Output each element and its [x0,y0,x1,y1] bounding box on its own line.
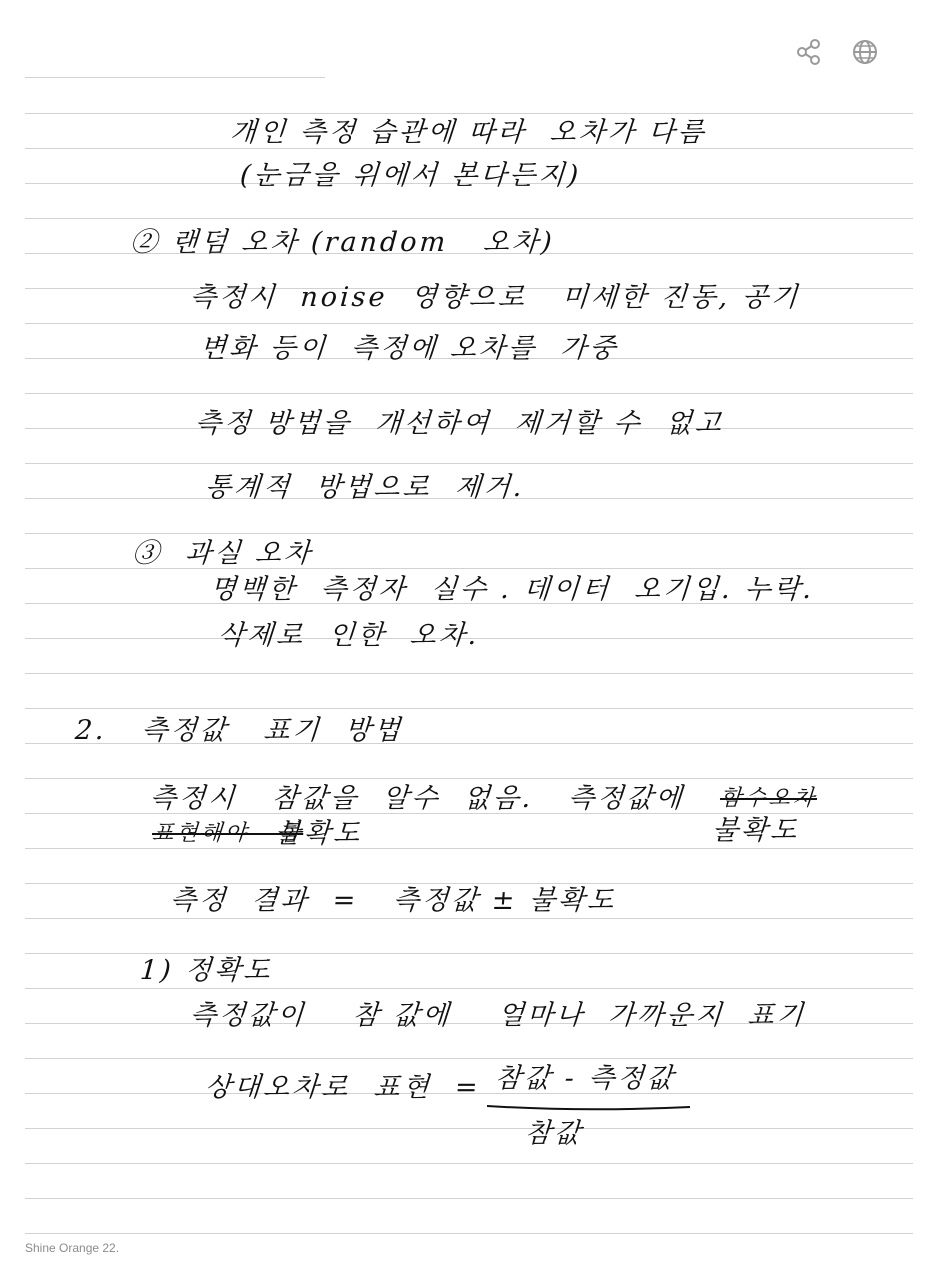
note-line: 불확도 [273,818,364,849]
page-rule [25,778,913,779]
page-rule [25,1233,913,1234]
struck-text: 표현해야 함 [151,821,305,846]
notebook-brand: Shine Orange 22. [25,1241,120,1255]
fraction-numerator: 참값 - 측정값 [493,1063,677,1094]
toolbar [793,36,881,68]
note-heading: ③ 과실 오차 [130,538,315,569]
note-line: 변화 등이 측정에 오차를 가중 [198,333,620,364]
note-line: 삭제로 인한 오차. [216,620,481,651]
page-rule [25,1058,913,1059]
note-line: 통계적 방법으로 제거. [203,472,526,503]
struck-text: 함수오차 [719,786,818,811]
note-section-title: 2. 측정값 표기 방법 [73,715,405,746]
fraction-bar [485,1100,700,1116]
page-rule [25,323,913,324]
page-rule [25,953,913,954]
note-line: 개인 측정 습관에 따라 오차가 다름 [228,117,708,148]
note-line: 측정시 참값을 알수 없음. 측정값에 [148,783,686,814]
note-line: 측정시 noise 영향으로 미세한 진동, 공기 [188,282,802,313]
note-equation: 상대오차로 표현 = [203,1072,482,1103]
globe-icon[interactable] [849,36,881,68]
page-rule [25,988,913,989]
note-line: 명백한 측정자 실수 . 데이터 오기입. 누락. [208,574,816,605]
note-line: 측정 방법을 개선하여 제거할 수 없고 [193,408,726,439]
page-rule [25,1163,913,1164]
page-rule [25,883,913,884]
note-equation: 측정 결과 = 측정값 ± 불확도 [168,885,618,916]
page-rule [25,1198,913,1199]
page-rule [25,393,913,394]
fraction-denominator: 참값 [523,1118,585,1149]
page-rule [25,1128,913,1129]
note-line: 측정값이 참 값에 얼마나 가까운지 표기 [188,1000,808,1031]
note-line: 불확도 [710,815,801,846]
page-rule [25,218,913,219]
page-rule [25,77,325,78]
page-rule [25,533,913,534]
page-rule [25,708,913,709]
page-rule [25,463,913,464]
page-rule [25,918,913,919]
share-icon[interactable] [793,36,825,68]
note-heading: ② 랜덤 오차 (random 오차) [128,227,556,258]
note-line: (눈금을 위에서 본다든지) [238,160,583,191]
page-rule [25,673,913,674]
note-heading: 1) 정확도 [138,955,274,986]
page-rule [25,113,913,114]
